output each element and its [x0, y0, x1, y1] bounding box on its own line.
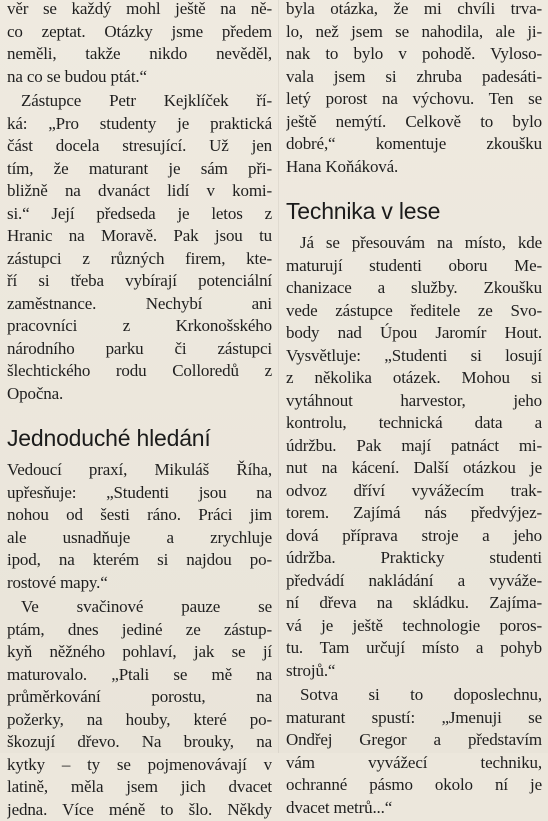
text-line: ale usnadňuje a zrychluje [7, 527, 272, 550]
column-gutter [278, 0, 279, 753]
text-line: Hana Koňáková. [286, 156, 542, 179]
text-line: zástupci z různých firem, kte- [7, 248, 272, 271]
text-line: ochranné pásmo okolo ní je [286, 774, 542, 797]
text-line: dvacet metrů...“ [286, 797, 542, 820]
text-line: lo, než jsem se nahodila, ale ji- [286, 21, 542, 44]
text-line: na co se budou ptát.“ [7, 66, 272, 89]
text-line: ká: „Pro studenty je praktická [7, 113, 272, 136]
text-line: maturant spustí: „Jmenuji se [286, 707, 542, 730]
text-line: část docela stresující. Už jen [7, 135, 272, 158]
text-line: maturují studenti oboru Me- [286, 255, 542, 278]
text-line: zaměstnance. Nechybí ani [7, 293, 272, 316]
text-line: údržbu. Pak mají patnáct mi- [286, 435, 542, 458]
text-line: nohou od šesti ráno. Práci jim [7, 504, 272, 527]
text-line: pracovníci z Krkonošského [7, 315, 272, 338]
text-line: údržba. Prakticky studenti [286, 547, 542, 570]
text-line: chanizace a služby. Zkoušku [286, 277, 542, 300]
text-line: Vysvětluje: „Studenti si losují [286, 345, 542, 368]
text-line: jedna. Více méně to šlo. Někdy [7, 799, 272, 821]
left-paragraph-2 [7, 90, 272, 405]
right-paragraph-2 [286, 232, 542, 682]
text-line: Sotva si to doposlechnu, [286, 684, 542, 707]
section-heading: Jednoduché hledání [7, 423, 272, 453]
text-line: vede zástupce ředitele ze Svo- [286, 300, 542, 323]
text-line: upřesňuje: „Studenti jsou na [7, 482, 272, 505]
text-line: národního parku či zástupci [7, 338, 272, 361]
section-heading: Technika v lese [286, 196, 542, 226]
text-line: vytáhnout harvestor, jeho [286, 390, 542, 413]
left-paragraph-4 [7, 596, 272, 821]
text-line: šlechtického rodu Colloredů z [7, 360, 272, 383]
text-line: neměli, takže nikdo nevěděl, [7, 43, 272, 66]
text-line: strojů.“ [286, 660, 542, 683]
text-line: Já se přesouvám na místo, kde [286, 232, 542, 255]
right-paragraph-1 [286, 0, 542, 178]
text-line: Vedoucí praxí, Mikuláš Říha, [7, 459, 272, 482]
text-line: vala jsem si zhruba padesáti- [286, 66, 542, 89]
text-line: ní dřeva na skládku. Zajíma- [286, 592, 542, 615]
text-line: Zástupce Petr Kejklíček ří- [7, 90, 272, 113]
text-line: bližně na dvanáct lidí v komi- [7, 180, 272, 203]
text-line: byla otázka, že mi chvíli trva- [286, 0, 542, 21]
right-column [286, 0, 542, 819]
text-line: předvádí nakládání a vyváže- [286, 570, 542, 593]
text-line: nut na kácení. Další otázkou je [286, 457, 542, 480]
text-line: latině, měla jsem jich dvacet [7, 776, 272, 799]
text-line: kontrolu, technická data a [286, 412, 542, 435]
text-line: vám vyvážecí techniku, [286, 752, 542, 775]
text-line: ipod, na kterém si najdou po- [7, 549, 272, 572]
text-line: co zeptat. Otázky jsme předem [7, 21, 272, 44]
text-line: letý porost na výchovu. Ten se [286, 88, 542, 111]
text-line: maturovalo. „Ptali se mě na [7, 664, 272, 687]
text-line: Opočna. [7, 383, 272, 406]
text-line: ří si třeba vybírají potenciální [7, 270, 272, 293]
text-line: rostové mapy.“ [7, 572, 272, 595]
text-line: vá je ještě technologie poros- [286, 615, 542, 638]
text-line: si.“ Její předseda je letos z [7, 203, 272, 226]
text-line: dobré,“ komentuje zkoušku [286, 133, 542, 156]
text-line: kyň něžného pohlaví, jak se jí [7, 641, 272, 664]
text-line: nak to bylo v pohodě. Vyloso- [286, 43, 542, 66]
text-line: požerky, na houby, které po- [7, 709, 272, 732]
text-line: ptám, dnes jediné ze zástup- [7, 619, 272, 642]
text-line: průměrkování porostu, na [7, 686, 272, 709]
text-line: věr se každý mohl ještě na ně- [7, 0, 272, 21]
text-line: z několika otázek. Mohou si [286, 367, 542, 390]
text-line: škozují dřevo. Na brouky, na [7, 731, 272, 754]
text-line: Ondřej Gregor a představím [286, 729, 542, 752]
text-line: Hranic na Moravě. Pak jsou tu [7, 225, 272, 248]
text-line: dová příprava stroje a jeho [286, 525, 542, 548]
text-line: tím, že maturant je sám při- [7, 158, 272, 181]
left-column [7, 0, 272, 821]
text-line: Ve svačinové pauze se [7, 596, 272, 619]
text-line: torem. Zajímá nás předvýjez- [286, 502, 542, 525]
left-paragraph-3 [7, 459, 272, 594]
text-line: tu. Tam určují místo a pohyb [286, 637, 542, 660]
text-line: odvoz dříví vyvážecím trak- [286, 480, 542, 503]
text-line: body nad Úpou Jaromír Hout. [286, 322, 542, 345]
left-paragraph-1 [7, 0, 272, 88]
right-paragraph-3 [286, 684, 542, 819]
text-line: kytky – ty se pojmenovávají v [7, 754, 272, 777]
text-line: ještě nemýtí. Celkově to bylo [286, 111, 542, 134]
